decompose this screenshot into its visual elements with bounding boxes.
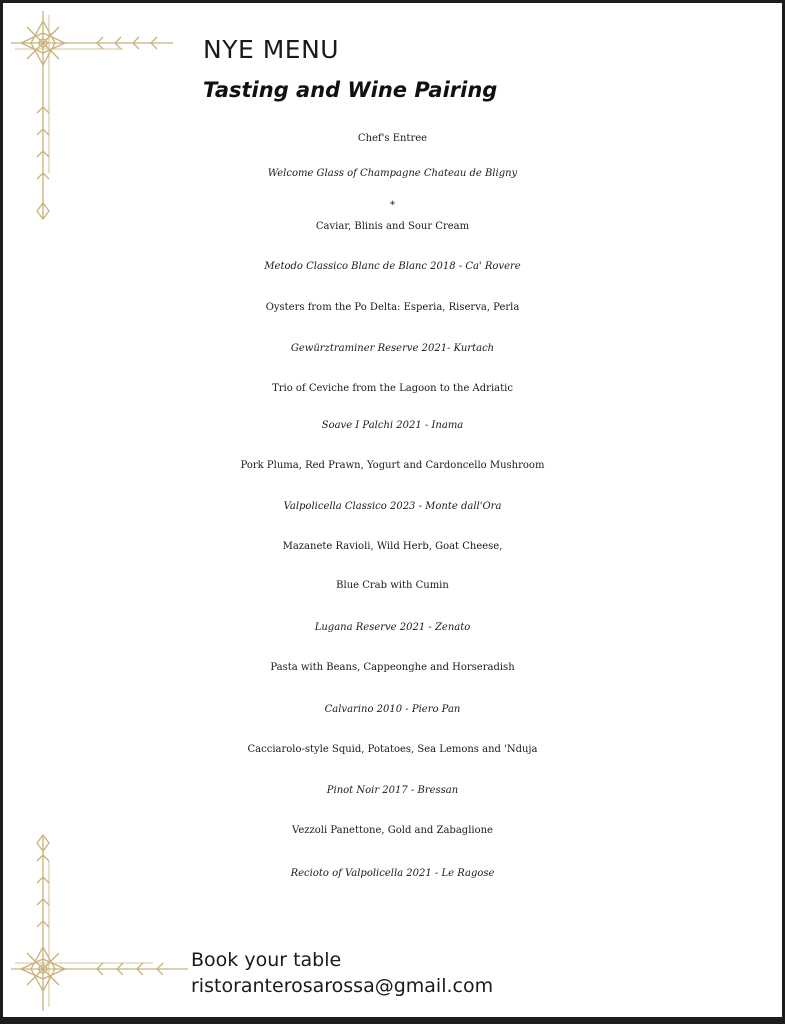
course-3-dish: Trio of Ceviche from the Lagoon to the Adriatic: [272, 383, 513, 394]
contact-block: [191, 947, 493, 999]
course-5-wine: Lugana Reserve 2021 - Zenato: [314, 622, 471, 633]
course-4-dish: Pork Pluma, Red Prawn, Yogurt and Cardoncello Mushroom: [240, 460, 545, 471]
separator: *: [390, 200, 395, 211]
course-1-wine: Metodo Classico Blanc de Blanc 2018 - Ca' Rovere: [264, 261, 521, 272]
menu-subtitle: Tasting and Wine Pairing: [203, 78, 498, 102]
menu-page: [3, 3, 782, 1017]
book-table-label: Book your table: [191, 949, 342, 971]
contact-email-link[interactable]: ristoranterosarossa@gmail.com: [191, 975, 494, 997]
course-6-wine: Calvarino 2010 - Piero Pan: [324, 704, 461, 715]
bottom-left-ornament-icon: [3, 831, 193, 1017]
course-5-dish-line-2: Blue Crab with Cumin: [336, 580, 449, 591]
menu-title: NYE MENU: [203, 35, 340, 64]
course-6-dish: Pasta with Beans, Cappeonghe and Horseradish: [270, 662, 515, 673]
top-left-ornament-icon: [3, 3, 183, 223]
course-2-wine: Gewürztraminer Reserve 2021- Kurtach: [290, 343, 495, 354]
welcome-wine: Welcome Glass of Champagne Chateau de Bligny: [267, 168, 518, 179]
course-1-dish: Caviar, Blinis and Sour Cream: [315, 221, 470, 232]
dessert-dish: Vezzoli Panettone, Gold and Zabaglione: [292, 825, 493, 836]
course-3-wine: Soave I Palchi 2021 - Inama: [321, 420, 464, 431]
course-5-dish-line-1: Mazanete Ravioli, Wild Herb, Goat Cheese,: [282, 541, 503, 552]
dessert-wine: Recioto of Valpolicella 2021 - Le Ragose: [290, 868, 495, 879]
course-4-wine: Valpolicella Classico 2023 - Monte dall'Ora: [283, 501, 502, 512]
course-7-wine: Pinot Noir 2017 - Bressan: [326, 785, 459, 796]
chefs-entree-heading: Chef's Entree: [357, 133, 428, 144]
course-2-dish: Oysters from the Po Delta: Esperia, Riserva, Perla: [265, 302, 520, 313]
course-7-dish: Cacciarolo-style Squid, Potatoes, Sea Lemons and 'Nduja: [247, 744, 538, 755]
